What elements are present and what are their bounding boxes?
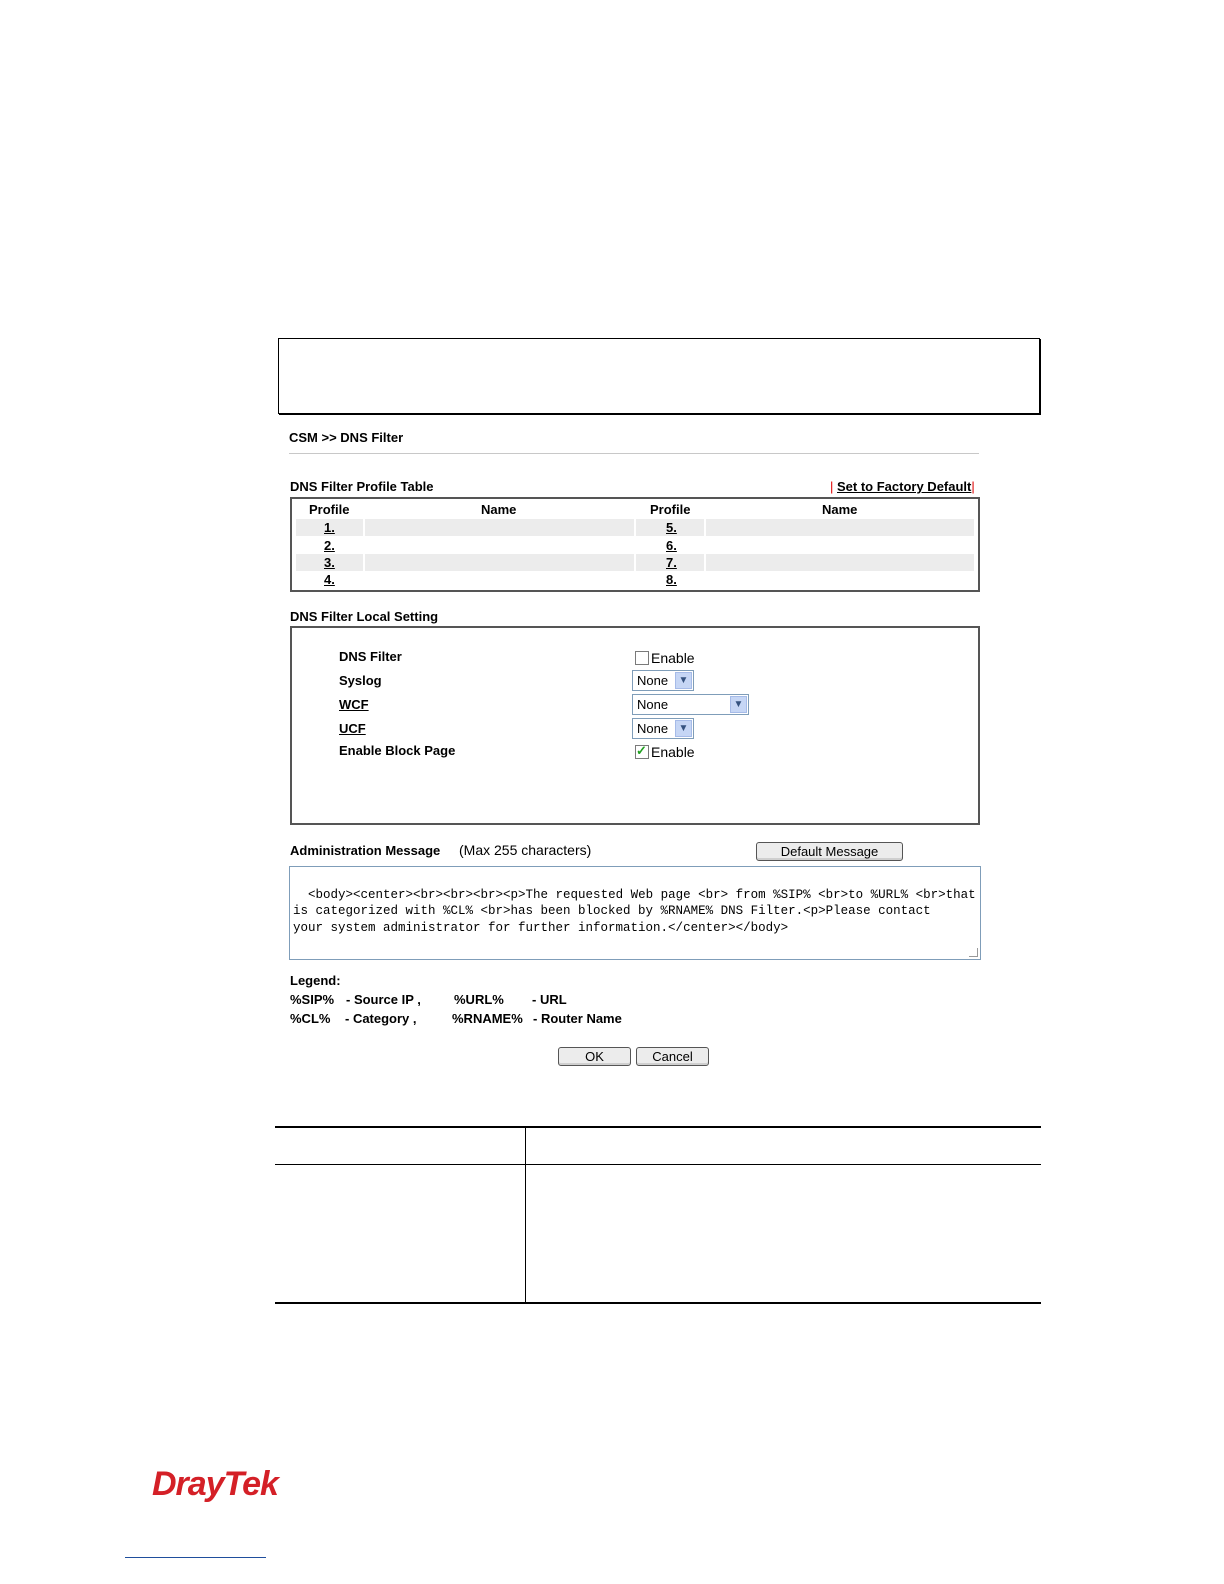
legend-title: Legend:	[290, 973, 341, 988]
table-row	[296, 571, 974, 588]
admin-message-label: Administration Message	[290, 843, 441, 858]
wcf-value: None	[637, 697, 669, 712]
admin-message-hint: (Max 255 characters)	[459, 842, 592, 858]
legend-rname-key: %RNAME%	[452, 1011, 523, 1026]
chevron-down-icon: ▼	[730, 696, 747, 713]
legend-url-key: %URL%	[454, 992, 504, 1007]
cancel-button[interactable]: Cancel	[636, 1047, 709, 1066]
table-row	[296, 537, 974, 554]
block-page-enable-label: Enable	[651, 744, 695, 760]
profile-table	[290, 497, 980, 592]
check-icon: ✓	[636, 743, 647, 758]
header-profile-right: Profile	[650, 502, 691, 517]
profile-link-6[interactable]: 6.	[666, 538, 677, 553]
syslog-value: None	[637, 673, 669, 688]
table-column-divider	[525, 1128, 526, 1302]
header-name: Name	[481, 502, 517, 517]
table-row	[296, 519, 974, 536]
syslog-label: Syslog	[339, 673, 382, 688]
profile-link-8[interactable]: 8.	[666, 572, 677, 587]
dns-filter-enable-label: Enable	[651, 650, 695, 666]
footer-rule	[125, 1557, 266, 1558]
local-setting-title: DNS Filter Local Setting	[290, 609, 439, 624]
chevron-down-icon: ▼	[675, 672, 692, 689]
resize-grip-icon[interactable]	[969, 948, 978, 957]
wcf-link[interactable]: WCF	[339, 697, 369, 712]
note-box	[278, 338, 1040, 414]
factory-default-link[interactable]: Set to Factory Default	[837, 479, 972, 494]
syslog-select[interactable]	[632, 670, 694, 691]
header-name-right: Name	[822, 502, 858, 517]
profile-link-5[interactable]: 5.	[666, 520, 677, 535]
legend-sip-key: %SIP%	[290, 992, 335, 1007]
draytek-logo: DrayTek	[152, 1465, 278, 1503]
default-message-button[interactable]: Default Message	[756, 842, 903, 861]
header-profile: Profile	[309, 502, 350, 517]
legend-cl-key: %CL%	[290, 1011, 331, 1026]
block-page-label: Enable Block Page	[339, 743, 456, 758]
local-setting-box	[290, 626, 980, 825]
factory-default-link-wrap: | Set to Factory Default|	[830, 479, 975, 494]
breadcrumb: CSM >> DNS Filter	[289, 430, 404, 445]
admin-message-textarea[interactable]	[289, 866, 981, 960]
profile-link-4[interactable]: 4.	[324, 572, 335, 587]
ucf-link[interactable]: UCF	[339, 721, 366, 736]
description-table	[275, 1126, 1041, 1304]
profile-link-2[interactable]: 2.	[324, 538, 335, 553]
legend-url-desc: - URL	[532, 992, 567, 1007]
legend-sip-desc: - Source IP ,	[346, 992, 421, 1007]
divider	[289, 453, 979, 454]
dns-filter-label: DNS Filter	[339, 649, 402, 664]
dns-filter-checkbox[interactable]	[635, 651, 649, 665]
legend-cl-desc: - Category ,	[345, 1011, 417, 1026]
legend-rname-desc: - Router Name	[533, 1011, 622, 1026]
ok-button[interactable]: OK	[558, 1047, 631, 1066]
profile-table-title: DNS Filter Profile Table	[290, 479, 434, 494]
profile-link-3[interactable]: 3.	[324, 555, 335, 570]
profile-link-7[interactable]: 7.	[666, 555, 677, 570]
block-page-checkbox[interactable]	[635, 745, 649, 759]
ucf-select[interactable]	[632, 718, 694, 739]
wcf-select[interactable]	[632, 694, 749, 715]
admin-message-text: <body><center><br><br><br><p>The requested Web page <br> from %SIP% <br>to %URL% <br>that is categorized with %CL% <br>has been blocked by %RNAME% DNS Filter.<p>Please contact your system administrator for further information.</center></body>	[293, 887, 976, 935]
chevron-down-icon: ▼	[675, 720, 692, 737]
table-row	[296, 554, 974, 571]
ucf-value: None	[637, 721, 669, 736]
table-divider	[275, 1164, 1041, 1165]
profile-link-1[interactable]: 1.	[324, 520, 335, 535]
